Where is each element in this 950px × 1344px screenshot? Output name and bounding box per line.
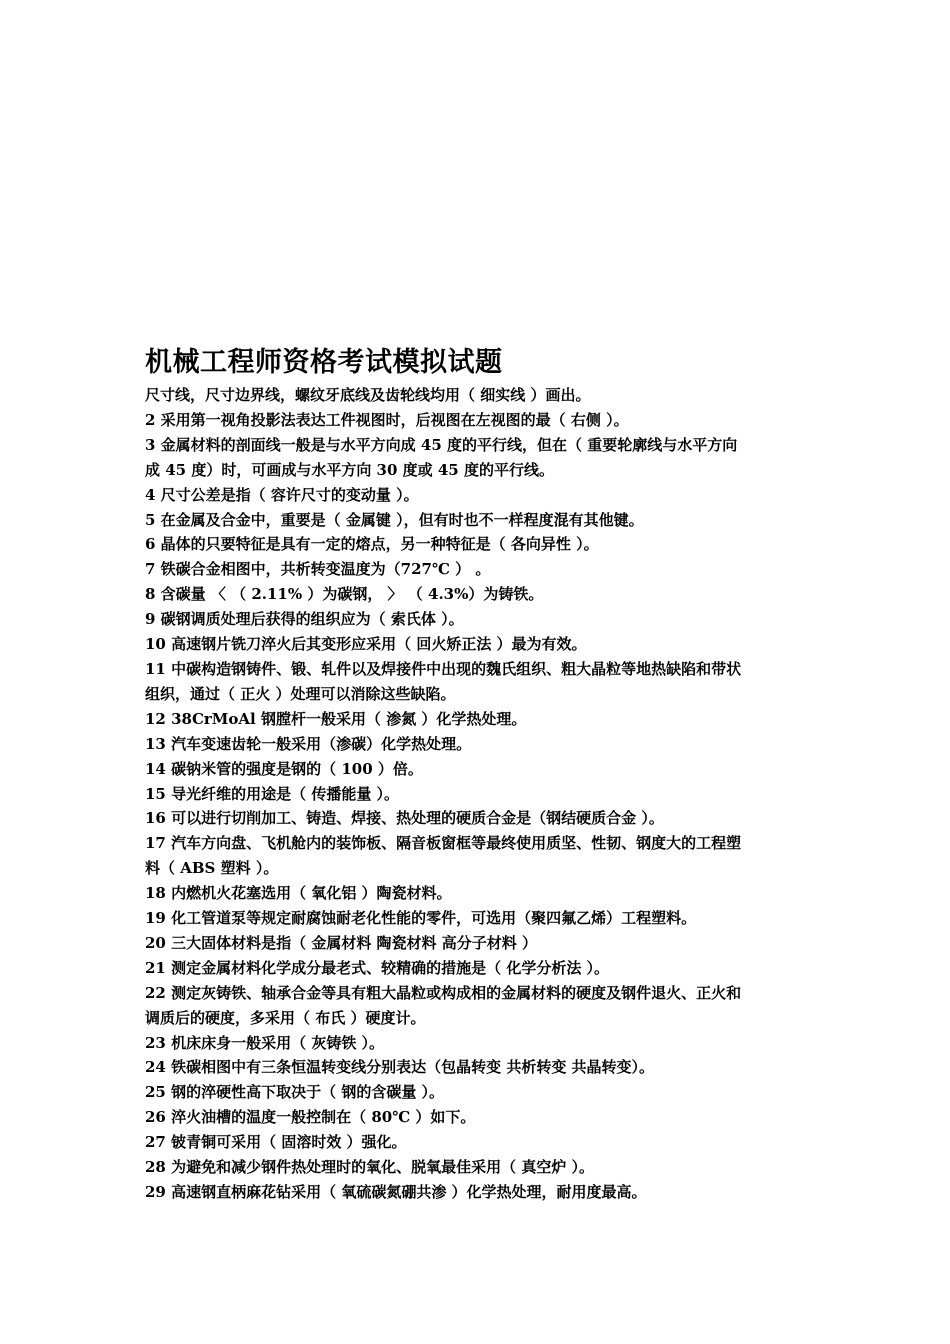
question-line: 16 可以进行切削加工、铸造、焊接、热处理的硬质合金是（钢结硬质合金 ）。 (145, 809, 664, 828)
question-line: 27 铍青铜可采用（ 固溶时效 ）强化。 (145, 1133, 407, 1152)
document-body (145, 343, 810, 1205)
question-line: 12 38CrMoAl 钢膛杆一般采用（ 渗氮 ）化学热处理。 (145, 709, 527, 728)
question-line: 21 测定金属材料化学成分最老式、较精确的措施是（ 化学分析法 ）。 (145, 958, 610, 977)
question-line: 5 在金属及合金中，重要是（ 金属键 ），但有时也不一样程度混有其他键。 (145, 510, 644, 529)
question-line: 24 铁碳相图中有三条恒温转变线分别表达（包晶转变 共析转变 共晶转变）。 (145, 1058, 655, 1077)
question-line: 尺寸线，尺寸边界线，螺纹牙底线及齿轮线均用（ 细实线 ）画出。 (145, 386, 591, 404)
question-line: 28 为避免和减少钢件热处理时的氧化、脱氧最佳采用（ 真空炉 ）。 (145, 1158, 595, 1177)
question-line: 料（ ABS 塑料 ）。 (145, 859, 279, 878)
question-line: 4 尺寸公差是指（ 容许尺寸的变动量 ）。 (145, 485, 419, 504)
question-line: 成 45 度）时，可画成与水平方向 30 度或 45 度的平行线。 (145, 460, 554, 479)
question-line: 9 碳钢调质处理后获得的组织应为（ 索氏体 ）。 (145, 610, 464, 629)
question-line: 2 采用第一视角投影法表达工件视图时，后视图在左视图的最（ 右侧 ）。 (145, 410, 629, 429)
question-line: 11 中碳构造钢铸件、锻、轧件以及焊接件中出现的魏氏组织、粗大晶粒等地热缺陷和带状 (145, 659, 742, 678)
question-line: 6 晶体的只要特征是具有一定的熔点，另一种特征是（ 各向异性 ）。 (145, 535, 599, 554)
question-line: 18 内燃机火花塞选用（ 氧化铝 ）陶瓷材料。 (145, 884, 452, 903)
question-line: 29 高速钢直柄麻花钻采用（ 氧硫碳氮硼共渗 ）化学热处理，耐用度最高。 (145, 1183, 647, 1201)
question-line: 15 导光纤维的用途是（ 传播能量 ）。 (145, 784, 400, 803)
document-title: 机械工程师资格考试模拟试题 (145, 347, 503, 378)
question-line: 20 三大固体材料是指（ 金属材料 陶瓷材料 高分子材料 ） (145, 933, 537, 952)
question-line: 13 汽车变速齿轮一般采用（渗碳）化学热处理。 (145, 734, 472, 753)
question-line: 7 铁碳合金相图中，共析转变温度为（727℃ ） 。 (145, 560, 491, 579)
question-line: 19 化工管道泵等规定耐腐蚀耐老化性能的零件，可选用（聚四氟乙烯）工程塑料。 (145, 909, 697, 928)
question-line: 25 钢的淬硬性高下取决于（ 钢的含碳量 ）。 (145, 1083, 445, 1102)
question-line: 14 碳钠米管的强度是钢的（ 100 ）倍。 (145, 759, 423, 778)
question-list (145, 383, 810, 1205)
question-line: 23 机床床身一般采用（ 灰铸铁 ）。 (145, 1033, 385, 1052)
question-line: 组织，通过（ 正火 ）处理可以消除这些缺陷。 (145, 684, 456, 703)
question-line: 调质后的硬度，多采用（ 布氏 ）硬度计。 (145, 1008, 426, 1027)
question-line: 3 金属材料的剖面线一般是与水平方向成 45 度的平行线，但在（ 重要轮廓线与水平方向 (145, 435, 738, 454)
question-line: 10 高速钢片铣刀淬火后其变形应采用（ 回火矫正法 ）最为有效。 (145, 635, 587, 654)
question-line: 8 含碳量 〈 （ 2.11% ）为碳钢， 〉 （ 4.3%）为铸铁。 (145, 585, 544, 604)
question-line: 22 测定灰铸铁、轴承合金等具有粗大晶粒或构成相的金属材料的硬度及钢件退火、正火和 (145, 983, 742, 1002)
question-line: 17 汽车方向盘、飞机舱内的装饰板、隔音板窗框等最终使用质坚、性韧、钢度大的工程塑 (145, 834, 742, 853)
question-line: 26 淬火油槽的温度一般控制在（ 80℃ ）如下。 (145, 1108, 476, 1127)
